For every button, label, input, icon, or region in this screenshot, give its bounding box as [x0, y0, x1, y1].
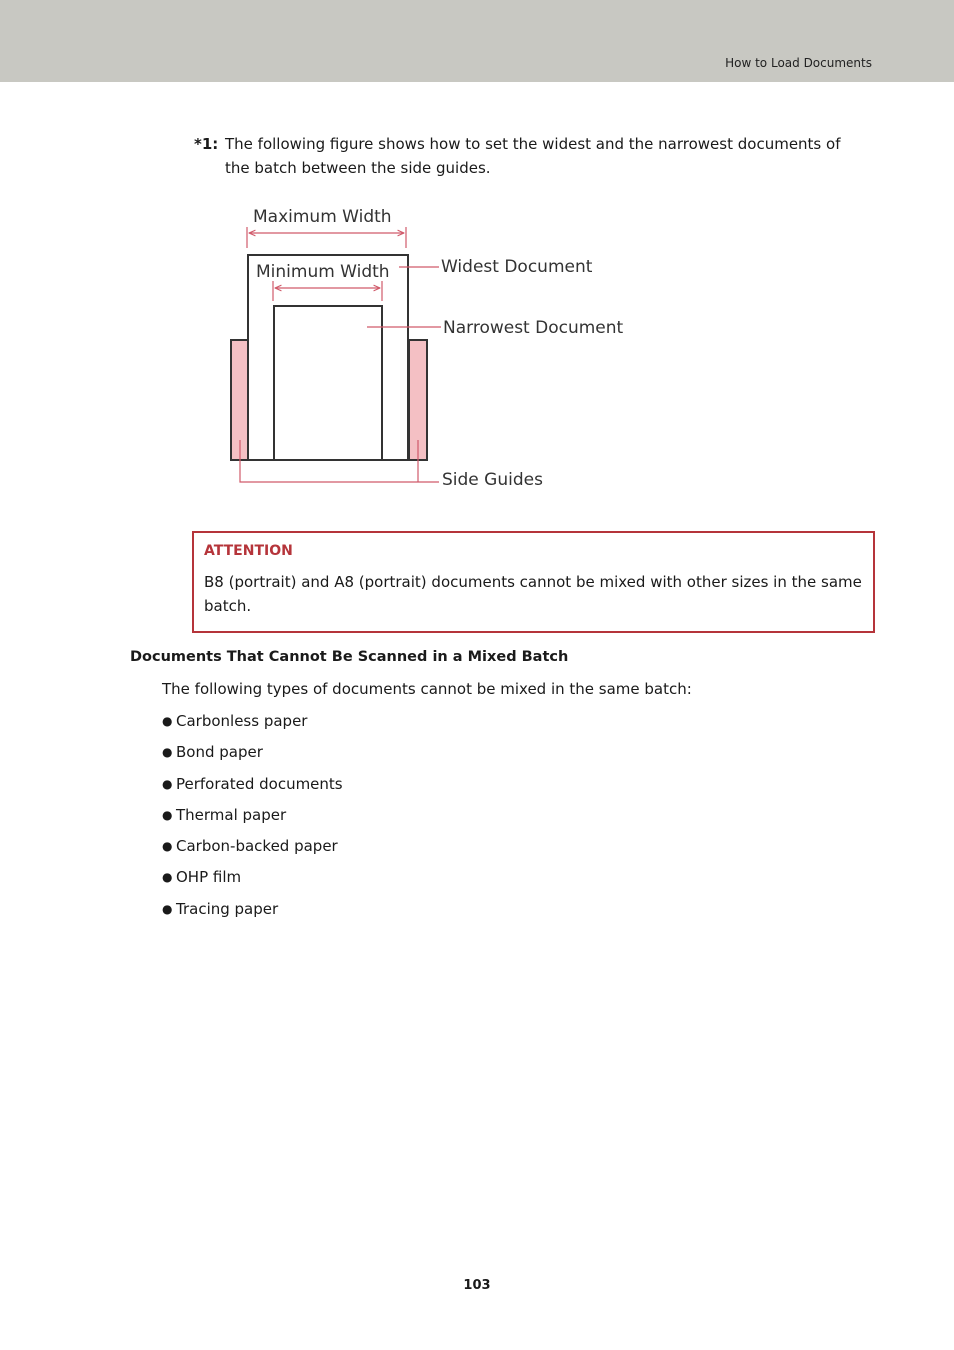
footnote-text: The following figure shows how to set the widest and the narrowest documents of the batch between the side guides. — [225, 135, 841, 177]
narrowest-document-label: Narrowest Document — [443, 318, 624, 338]
list-item-text: OHP film — [176, 868, 242, 887]
list-item — [162, 899, 343, 930]
bullet-icon: ● — [162, 839, 173, 854]
document-type-list — [162, 711, 343, 930]
min-width-label: Minimum Width — [256, 262, 390, 282]
side-guides-diagram — [225, 198, 645, 498]
list-item — [162, 742, 343, 773]
side-guides-label: Side Guides — [442, 470, 543, 490]
section-intro: The following types of documents cannot be mixed in the same batch: — [162, 680, 692, 698]
list-item — [162, 711, 343, 742]
narrowest-document — [274, 306, 382, 460]
page-header — [0, 0, 954, 82]
bullet-icon: ● — [162, 901, 173, 916]
list-item-text: Carbonless paper — [176, 712, 308, 730]
bullet-icon: ● — [162, 807, 173, 822]
list-item — [162, 836, 343, 867]
widest-document-label: Widest Document — [441, 257, 593, 277]
bullet-icon: ● — [162, 776, 173, 791]
section-heading: Documents That Cannot Be Scanned in a Mixed Batch — [130, 649, 569, 665]
list-item-text: Bond paper — [176, 743, 263, 762]
list-item — [162, 805, 343, 836]
page-number: 103 — [463, 1278, 491, 1293]
list-item — [162, 867, 343, 898]
attention-title: ATTENTION — [204, 543, 293, 559]
header-title: How to Load Documents — [725, 56, 872, 70]
max-width-label: Maximum Width — [253, 207, 392, 227]
bullet-icon: ● — [162, 714, 173, 728]
list-item-text: Carbon-backed paper — [176, 837, 338, 856]
footnote-mark: *1: — [194, 135, 219, 153]
list-item-text: Tracing paper — [176, 899, 279, 918]
bullet-icon: ● — [162, 745, 173, 760]
attention-body: B8 (portrait) and A8 (portrait) documents cannot be mixed with other sizes in the same batch. — [204, 573, 862, 615]
list-item-text: Thermal paper — [176, 805, 287, 824]
side-guides-figure — [225, 198, 645, 502]
bullet-icon: ● — [162, 870, 173, 885]
list-item — [162, 774, 343, 805]
list-item-text: Perforated documents — [176, 774, 343, 793]
attention-box — [192, 531, 875, 633]
